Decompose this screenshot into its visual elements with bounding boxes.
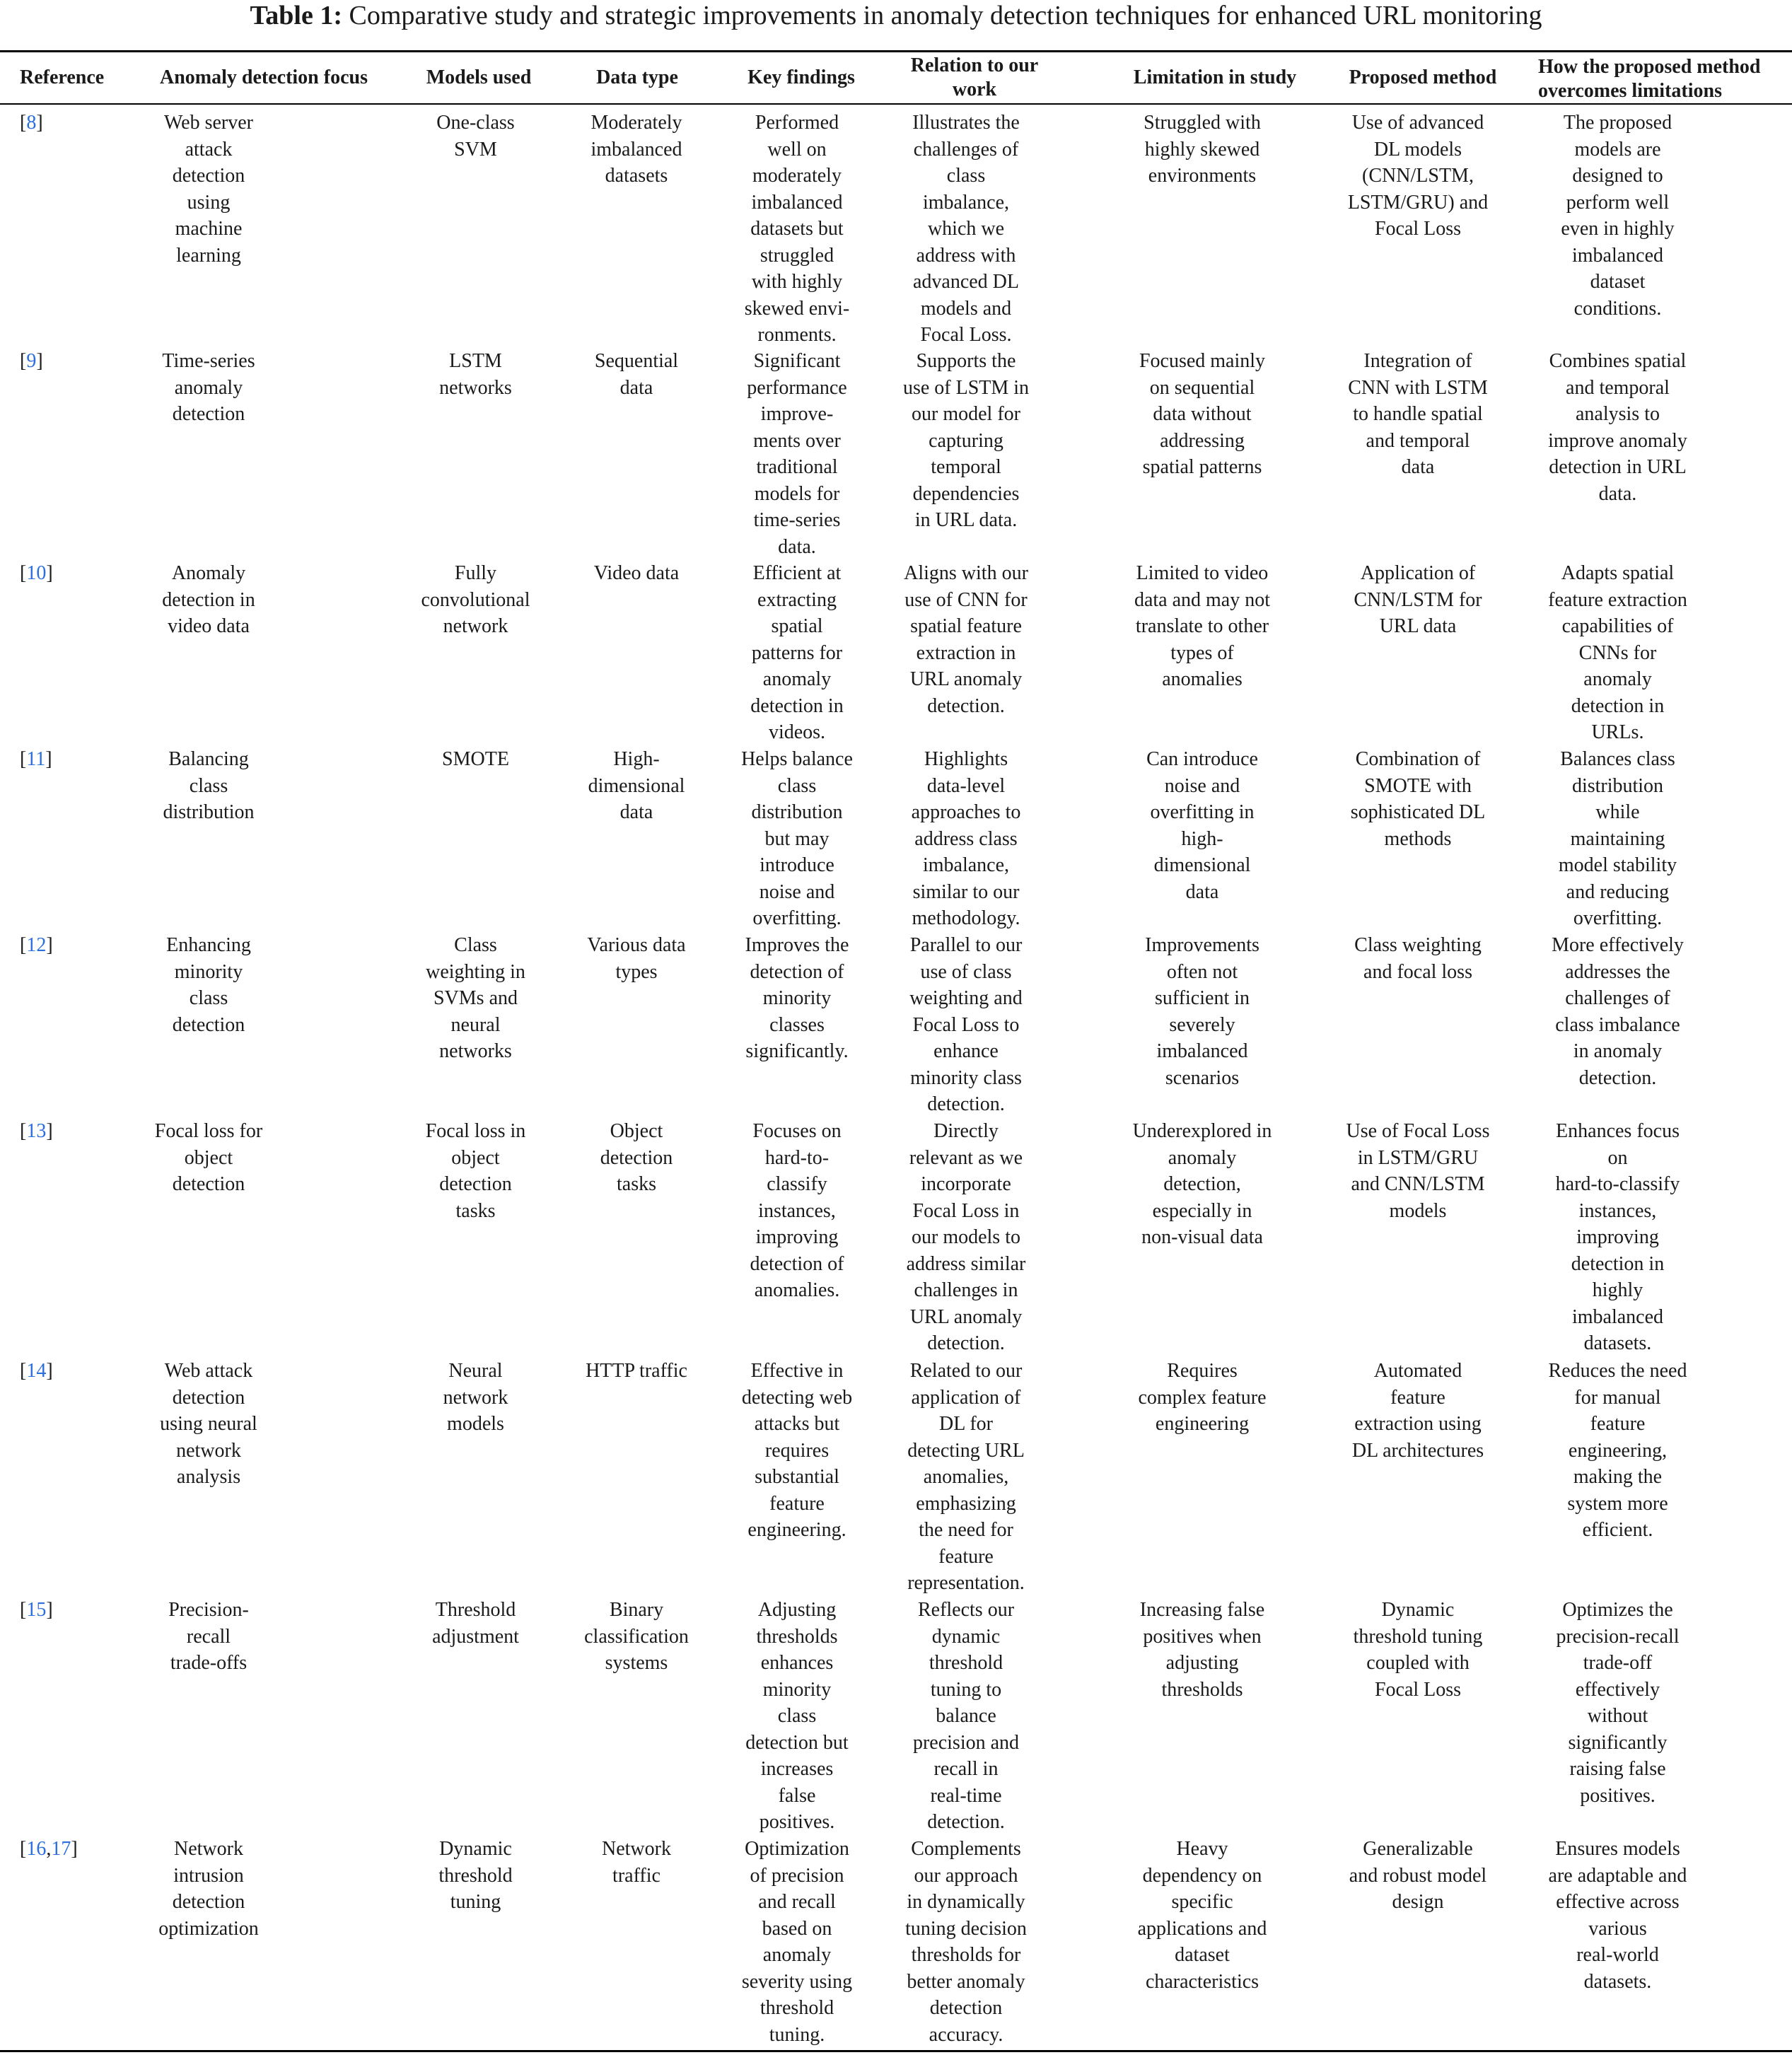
cell-overcomes: Ensures models are adaptable and effective across various real-world datasets. bbox=[1548, 1838, 1687, 1993]
cell-reference bbox=[20, 110, 119, 136]
cell-key-findings: Significant performance improve- ments over traditional models for time-series data. bbox=[747, 350, 847, 558]
cell-data-type: High- dimensional data bbox=[588, 748, 685, 823]
cell-models-used: Fully convolutional network bbox=[421, 562, 530, 637]
reference-bracket: ] bbox=[36, 350, 43, 372]
cell-reference bbox=[20, 932, 119, 959]
cell-key-findings: Improves the detection of minority classes significantly. bbox=[745, 934, 849, 1062]
cell-anomaly-focus: Web attack detection using neural network analysis bbox=[160, 1360, 257, 1488]
reference-bracket: [ bbox=[20, 1599, 27, 1621]
cell-limitation: Underexplored in anomaly detection, especially in non-visual data bbox=[1132, 1120, 1272, 1248]
reference-bracket: [ bbox=[20, 748, 27, 770]
cell-anomaly-focus: Time-series anomaly detection bbox=[162, 350, 255, 425]
cell-limitation: Struggled with highly skewed environments bbox=[1144, 112, 1261, 187]
cell-proposed-method: Application of CNN/LSTM for URL data bbox=[1354, 562, 1482, 637]
reference-bracket: [ bbox=[20, 1120, 27, 1142]
reference-bracket: [ bbox=[20, 1360, 27, 1382]
cell-models-used: Neural network models bbox=[443, 1360, 508, 1435]
cell-overcomes: Balances class distribution while maintaining model stability and reducing overfitting. bbox=[1558, 748, 1677, 929]
citation-link[interactable]: 9 bbox=[26, 350, 37, 372]
cell-proposed-method: Use of Focal Loss in LSTM/GRU and CNN/LSTM models bbox=[1346, 1120, 1490, 1222]
cell-limitation: Increasing false positives when adjusting thresholds bbox=[1139, 1599, 1265, 1701]
citation-link[interactable]: 15 bbox=[26, 1599, 47, 1621]
cell-proposed-method: Automated feature extraction using DL architectures bbox=[1351, 1360, 1484, 1462]
citation-link[interactable]: 14 bbox=[26, 1360, 47, 1382]
cell-limitation: Limited to video data and may not translate to other types of anomalies bbox=[1134, 562, 1271, 690]
reference-bracket: ] bbox=[46, 1120, 53, 1142]
cell-anomaly-focus: Network intrusion detection optimization bbox=[158, 1838, 259, 1940]
reference-bracket: ] bbox=[46, 934, 53, 956]
citation-link[interactable]: 17 bbox=[51, 1838, 71, 1860]
cell-models-used: SMOTE bbox=[442, 748, 509, 770]
bottom-rule bbox=[0, 2050, 1792, 2052]
header-limitation: Limitation in study bbox=[1133, 66, 1297, 88]
cell-models-used: Threshold adjustment bbox=[432, 1599, 519, 1648]
cell-limitation: Requires complex feature engineering bbox=[1138, 1360, 1267, 1435]
cell-overcomes: The proposed models are designed to perform well even in highly imbalanced dataset conditions. bbox=[1561, 112, 1675, 320]
reference-bracket: ] bbox=[46, 1599, 53, 1621]
citation-link[interactable]: 12 bbox=[26, 934, 47, 956]
cell-data-type: HTTP traffic bbox=[586, 1360, 687, 1382]
cell-models-used: Class weighting in SVMs and neural networks bbox=[426, 934, 525, 1062]
cell-data-type: Moderately imbalanced datasets bbox=[590, 112, 682, 187]
cell-proposed-method: Generalizable and robust model design bbox=[1349, 1838, 1487, 1913]
cell-overcomes: Optimizes the precision-recall trade-off effectively without significantly raising false positives. bbox=[1556, 1599, 1680, 1807]
cell-anomaly-focus: Precision- recall trade-offs bbox=[168, 1599, 249, 1674]
reference-bracket: [ bbox=[20, 112, 27, 134]
reference-bracket: ] bbox=[46, 562, 53, 584]
cell-relation: Illustrates the challenges of class imbalance, which we address with advanced DL models and Focal Loss. bbox=[912, 112, 1020, 346]
cell-relation: Directly relevant as we incorporate Focal Loss in our models to address similar challenges in URL anomaly detection. bbox=[906, 1120, 1026, 1354]
cell-data-type: Binary classification systems bbox=[584, 1599, 689, 1674]
cell-proposed-method: Use of advanced DL models (CNN/LSTM, LSTM/GRU) and Focal Loss bbox=[1347, 112, 1489, 240]
cell-relation: Reflects our dynamic threshold tuning to balance precision and recall in real-time detection. bbox=[912, 1599, 1020, 1833]
header-key-findings: Key findings bbox=[747, 66, 855, 88]
citation-link[interactable]: 8 bbox=[26, 112, 37, 134]
cell-relation: Parallel to our use of class weighting and Focal Loss to enhance minority class detection. bbox=[909, 934, 1023, 1115]
cell-data-type: Network traffic bbox=[602, 1838, 671, 1887]
cell-proposed-method: Integration of CNN with LSTM to handle spatial and temporal data bbox=[1348, 350, 1488, 478]
cell-overcomes: Combines spatial and temporal analysis to improve anomaly detection in URL data. bbox=[1548, 350, 1687, 505]
cell-reference: [16,17] bbox=[20, 1838, 78, 1860]
cell-proposed-method: Class weighting and focal loss bbox=[1354, 934, 1482, 983]
cell-key-findings: Helps balance class distribution but may introduce noise and overfitting. bbox=[741, 748, 853, 929]
cell-models-used: LSTM networks bbox=[439, 350, 512, 399]
citation-link[interactable]: 11 bbox=[26, 748, 46, 770]
cell-key-findings: Performed well on moderately imbalanced datasets but struggled with highly skewed envi- ronments. bbox=[744, 112, 850, 346]
cell-overcomes: Reduces the need for manual feature engineering, making the system more efficient. bbox=[1548, 1360, 1687, 1541]
header-data-type: Data type bbox=[596, 66, 678, 88]
cell-limitation: Focused mainly on sequential data without addressing spatial patterns bbox=[1139, 350, 1266, 478]
cell-data-type: Object detection tasks bbox=[600, 1120, 673, 1195]
table-caption-label: Table 1: bbox=[250, 1, 343, 30]
cell-key-findings: Efficient at extracting spatial patterns for anomaly detection in videos. bbox=[750, 562, 844, 743]
reference-bracket: [ bbox=[20, 350, 27, 372]
cell-relation: Supports the use of LSTM in our model for capturing temporal dependencies in URL data. bbox=[902, 350, 1030, 531]
reference-bracket: ] bbox=[45, 748, 52, 770]
cell-relation: Complements our approach in dynamically tuning decision thresholds for better anomaly detection accuracy. bbox=[905, 1838, 1027, 2046]
cell-key-findings: Adjusting thresholds enhances minority class detection but increases false positives. bbox=[745, 1599, 849, 1833]
table-caption bbox=[0, 0, 1792, 42]
citation-link[interactable]: 16 bbox=[26, 1838, 47, 1860]
cell-overcomes: Enhances focus on hard-to-classify instances, improving detection in highly imbalanced datasets. bbox=[1555, 1120, 1680, 1354]
cell-reference bbox=[20, 1118, 119, 1145]
cell-reference bbox=[20, 1597, 119, 1624]
table-caption-text: Comparative study and strategic improvements in anomaly detection techniques for enhanced URL monitoring bbox=[342, 1, 1542, 30]
cell-relation: Highlights data-level approaches to address class imbalance, similar to our methodology. bbox=[911, 748, 1021, 929]
cell-overcomes: More effectively addresses the challenges of class imbalance in anomaly detection. bbox=[1552, 934, 1684, 1089]
header-models-used: Models used bbox=[426, 66, 532, 88]
cell-key-findings: Focuses on hard-to- classify instances, improving detection of anomalies. bbox=[750, 1120, 844, 1301]
cell-data-type: Sequential data bbox=[594, 350, 679, 399]
reference-bracket: ] bbox=[36, 112, 43, 134]
cell-anomaly-focus: Enhancing minority class detection bbox=[166, 934, 251, 1036]
reference-bracket: [ bbox=[20, 562, 27, 584]
citation-link[interactable]: 13 bbox=[26, 1120, 47, 1142]
citation-link[interactable]: 10 bbox=[26, 562, 47, 584]
cell-models-used: One-class SVM bbox=[436, 112, 515, 161]
cell-reference bbox=[20, 746, 119, 773]
cell-key-findings: Effective in detecting web attacks but requires substantial feature engineering. bbox=[741, 1360, 853, 1541]
cell-models-used: Focal loss in object detection tasks bbox=[425, 1120, 526, 1222]
cell-proposed-method: Combination of SMOTE with sophisticated DL methods bbox=[1350, 748, 1486, 850]
reference-bracket: [ bbox=[20, 1838, 27, 1860]
cell-data-type: Video data bbox=[593, 562, 680, 584]
header-relation: Relation to our work bbox=[910, 54, 1039, 100]
cell-anomaly-focus: Anomaly detection in video data bbox=[162, 562, 255, 637]
cell-limitation: Heavy dependency on specific applications and dataset characteristics bbox=[1137, 1838, 1267, 1993]
cell-data-type: Various data types bbox=[587, 934, 686, 983]
cell-relation: Aligns with our use of CNN for spatial feature extraction in URL anomaly detection. bbox=[904, 562, 1028, 717]
header-rule bbox=[0, 103, 1792, 105]
cell-reference bbox=[20, 560, 119, 587]
header-anomaly-focus: Anomaly detection focus bbox=[160, 66, 368, 88]
cell-reference bbox=[20, 1358, 119, 1385]
cell-proposed-method: Dynamic threshold tuning coupled with Focal Loss bbox=[1353, 1599, 1483, 1701]
cell-limitation: Improvements often not sufficient in severely imbalanced scenarios bbox=[1145, 934, 1259, 1089]
cell-anomaly-focus: Focal loss for object detection bbox=[154, 1120, 263, 1195]
cell-anomaly-focus: Web server attack detection using machine learning bbox=[163, 112, 253, 267]
cell-key-findings: Optimization of precision and recall based on anomaly severity using threshold tuning. bbox=[741, 1838, 853, 2046]
reference-bracket: [ bbox=[20, 934, 27, 956]
header-overcomes: How the proposed method overcomes limitations bbox=[1538, 56, 1761, 102]
cell-models-used: Dynamic threshold tuning bbox=[438, 1838, 513, 1913]
cell-anomaly-focus: Balancing class distribution bbox=[163, 748, 255, 823]
reference-bracket: ] bbox=[46, 1360, 53, 1382]
cell-relation: Related to our application of DL for detecting URL anomalies, emphasizing the need for feature representation. bbox=[907, 1360, 1025, 1594]
reference-bracket: ] bbox=[71, 1838, 78, 1860]
cell-reference bbox=[20, 348, 119, 375]
cell-overcomes: Adapts spatial feature extraction capabilities of CNNs for anomaly detection in URLs. bbox=[1548, 562, 1687, 743]
header-reference: Reference bbox=[20, 66, 105, 88]
header-proposed-method: Proposed method bbox=[1349, 66, 1497, 88]
cell-limitation: Can introduce noise and overfitting in high- dimensional data bbox=[1146, 748, 1258, 903]
